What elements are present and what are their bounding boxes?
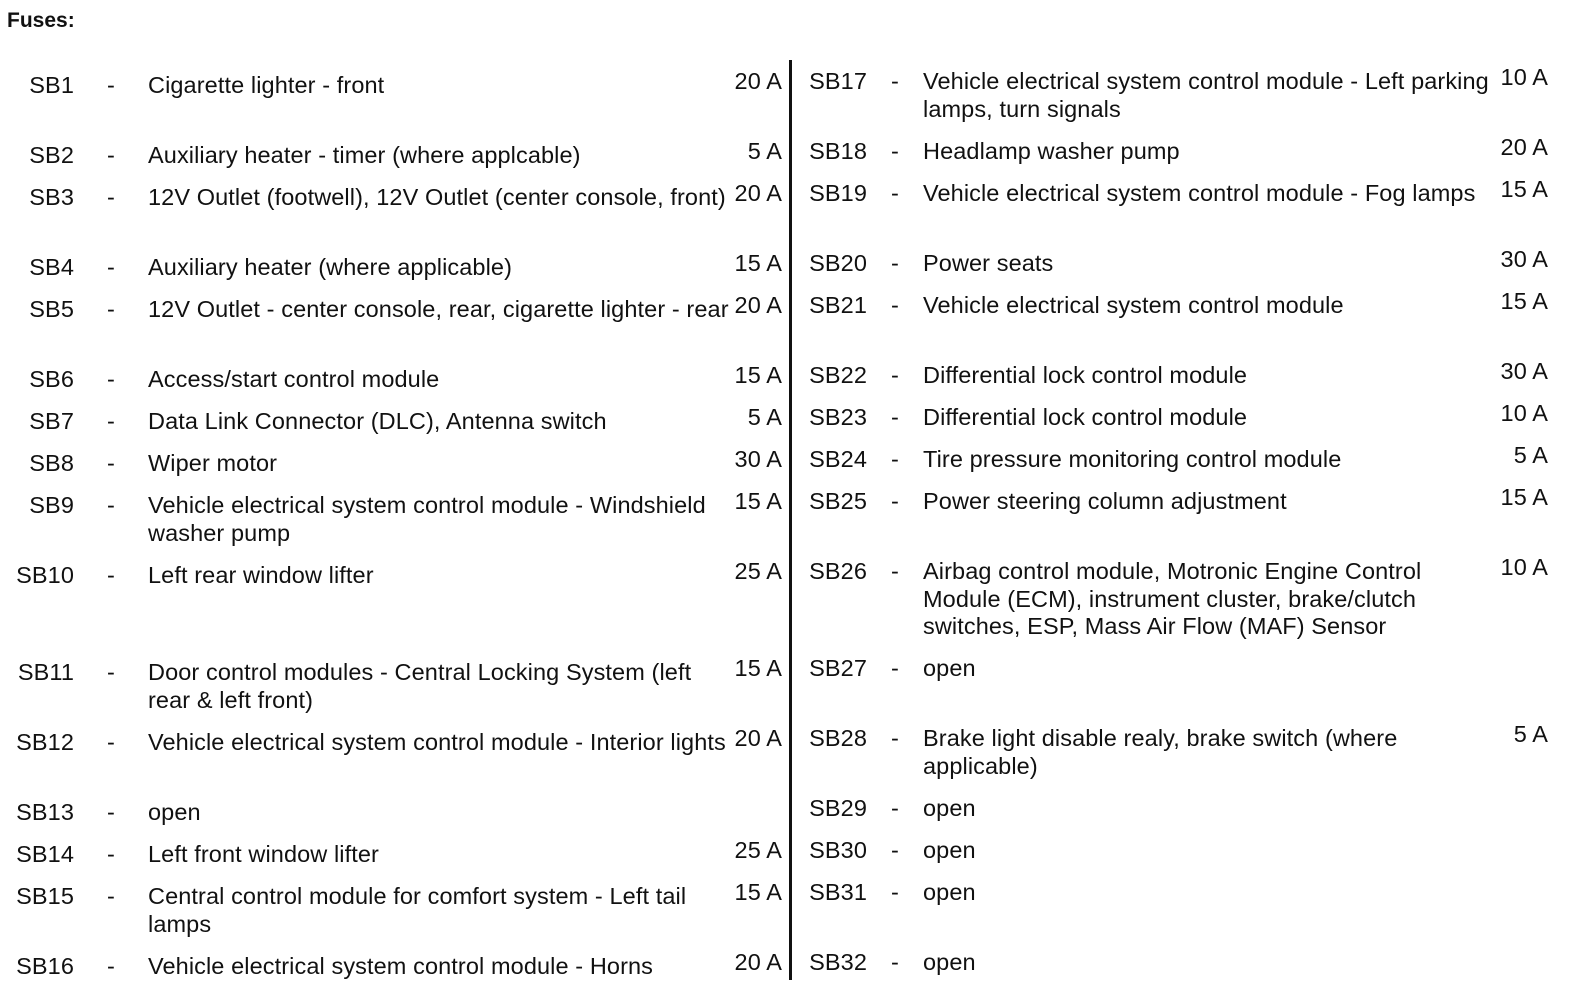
fuse-rating: 10 A (1500, 554, 1548, 580)
fuse-row-sb22 (797, 358, 1584, 390)
fuse-id: SB4 (29, 254, 74, 280)
fuse-rating: 15 A (734, 879, 782, 905)
fuse-id: SB25 (809, 488, 867, 514)
fuse-id: SB20 (809, 250, 867, 276)
fuse-description: Left rear window lifter (148, 562, 374, 588)
fuse-rating: 20 A (734, 180, 782, 206)
fuse-rating: 5 A (1513, 721, 1548, 747)
fuse-row-sb26 (797, 554, 1584, 641)
fuse-separator: - (891, 558, 899, 584)
fuse-description: Power seats (923, 250, 1054, 276)
fuse-id: SB32 (809, 949, 867, 975)
fuse-row-sb10 (0, 558, 790, 590)
fuse-separator: - (891, 725, 899, 751)
fuse-separator: - (891, 879, 899, 905)
fuse-id: SB30 (809, 837, 867, 863)
fuse-separator: - (891, 180, 899, 206)
fuse-id: SB24 (809, 446, 867, 472)
fuse-id: SB13 (16, 799, 74, 825)
fuse-description: Vehicle electrical system control module (923, 292, 1344, 318)
fuse-rating: 5 A (747, 138, 782, 164)
fuse-row-sb13 (0, 799, 790, 827)
fuse-separator: - (107, 366, 115, 392)
fuse-row-sb16 (0, 949, 790, 981)
fuse-separator: - (107, 883, 115, 909)
fuse-separator: - (107, 408, 115, 434)
fuse-rating: 5 A (1513, 442, 1548, 468)
fuse-id: SB18 (809, 138, 867, 164)
fuse-separator: - (891, 68, 899, 94)
fuse-rating: 15 A (734, 250, 782, 276)
fuse-separator: - (107, 799, 115, 825)
fuse-rating: 15 A (1500, 288, 1548, 314)
fuse-separator: - (891, 292, 899, 318)
fuse-rating: 20 A (734, 949, 782, 975)
fuse-description: Vehicle electrical system control module - Left parking lamps, turn signals (923, 68, 1489, 122)
fuse-row-sb5 (0, 292, 790, 324)
fuse-id: SB23 (809, 404, 867, 430)
fuse-separator: - (891, 837, 899, 863)
fuse-separator: - (891, 655, 899, 681)
fuse-description: Auxiliary heater (where applicable) (148, 254, 513, 280)
fuse-rating: 20 A (734, 725, 782, 751)
fuse-description: Power steering column adjustment (923, 488, 1287, 514)
fuse-row-sb18 (797, 134, 1584, 166)
fuse-rating: 25 A (734, 837, 782, 863)
fuse-row-sb2 (0, 138, 790, 170)
fuse-row-sb8 (0, 446, 790, 478)
fuse-row-sb19 (797, 176, 1584, 208)
fuse-description: Access/start control module (148, 366, 440, 392)
fuse-row-sb3 (0, 180, 790, 212)
fuse-description: Left front window lifter (148, 841, 379, 867)
fuse-id: SB9 (29, 492, 74, 518)
fuse-description: open (923, 949, 976, 975)
fuse-id: SB10 (16, 562, 74, 588)
fuse-row-sb28 (797, 721, 1584, 780)
fuse-description: Airbag control module, Motronic Engine Control Module (ECM), instrument cluster, brake/clutch switches, ESP, Mass Air Flow (MAF) Sensor (923, 558, 1422, 639)
fuse-separator: - (891, 488, 899, 514)
fuse-separator: - (107, 450, 115, 476)
fuse-row-sb32 (797, 949, 1584, 977)
fuse-rating: 15 A (734, 655, 782, 681)
fuse-description: Brake light disable realy, brake switch (where applicable) (923, 725, 1398, 779)
fuse-row-sb12 (0, 725, 790, 757)
fuse-separator: - (891, 250, 899, 276)
fuse-id: SB12 (16, 729, 74, 755)
fuse-description: Differential lock control module (923, 362, 1248, 388)
fuse-id: SB29 (809, 795, 867, 821)
fuse-description: Vehicle electrical system control module - Fog lamps (923, 180, 1476, 206)
fuse-row-sb29 (797, 795, 1584, 823)
fuse-separator: - (107, 254, 115, 280)
fuse-row-sb4 (0, 250, 790, 282)
fuse-description: Door control modules - Central Locking System (left rear & left front) (148, 659, 692, 713)
fuse-rating: 15 A (1500, 484, 1548, 510)
fuse-row-sb27 (797, 655, 1584, 683)
fuse-row-sb20 (797, 246, 1584, 278)
fuse-rating: 10 A (1500, 64, 1548, 90)
fuse-row-sb21 (797, 288, 1584, 320)
fuse-description: open (923, 879, 976, 905)
fuse-description: Vehicle electrical system control module - Interior lights (148, 729, 726, 755)
fuse-id: SB19 (809, 180, 867, 206)
fuse-row-sb17 (797, 64, 1584, 123)
page-heading: Fuses: (7, 9, 75, 32)
fuse-separator: - (107, 841, 115, 867)
fuse-description: Auxiliary heater - timer (where applcable) (148, 142, 581, 168)
fuse-rating: 25 A (734, 558, 782, 584)
fuse-rating: 10 A (1500, 400, 1548, 426)
fuse-description: Data Link Connector (DLC), Antenna switch (148, 408, 607, 434)
fuse-description: Differential lock control module (923, 404, 1248, 430)
fuse-id: SB1 (29, 72, 74, 98)
fuse-row-sb31 (797, 879, 1584, 907)
fuse-row-sb15 (0, 879, 790, 938)
fuse-description: 12V Outlet - center console, rear, cigarette lighter - rear (148, 296, 729, 322)
fuse-id: SB27 (809, 655, 867, 681)
fuse-id: SB7 (29, 408, 74, 434)
fuse-row-sb7 (0, 404, 790, 436)
fuse-rating: 30 A (1500, 358, 1548, 384)
fuse-description: Vehicle electrical system control module - Windshield washer pump (148, 492, 706, 546)
fuse-row-sb24 (797, 442, 1584, 474)
fuse-separator: - (891, 404, 899, 430)
fuse-separator: - (891, 949, 899, 975)
fuse-row-sb23 (797, 400, 1584, 432)
fuse-id: SB17 (809, 68, 867, 94)
fuse-separator: - (891, 362, 899, 388)
fuse-id: SB11 (17, 659, 74, 685)
fuse-description: Headlamp washer pump (923, 138, 1180, 164)
fuse-separator: - (107, 492, 115, 518)
fuse-row-sb1 (0, 68, 790, 100)
fuse-separator: - (891, 795, 899, 821)
fuse-description: Cigarette lighter - front (148, 72, 385, 98)
fuse-separator: - (107, 296, 115, 322)
fuse-id: SB6 (29, 366, 74, 392)
fuse-rating: 5 A (747, 404, 782, 430)
fuse-row-sb14 (0, 837, 790, 869)
fuse-row-sb30 (797, 837, 1584, 865)
fuse-id: SB8 (29, 450, 74, 476)
fuse-id: SB21 (809, 292, 867, 318)
fuse-rating: 15 A (1500, 176, 1548, 202)
fuse-id: SB31 (809, 879, 867, 905)
fuse-id: SB28 (809, 725, 867, 751)
fuse-row-sb11 (0, 655, 790, 714)
fuse-separator: - (107, 729, 115, 755)
fuse-rating: 15 A (734, 488, 782, 514)
fuse-rating: 30 A (734, 446, 782, 472)
fuse-row-sb25 (797, 484, 1584, 516)
fuse-rating: 20 A (734, 68, 782, 94)
fuse-id: SB5 (29, 296, 74, 322)
fuse-id: SB14 (16, 841, 74, 867)
fuse-row-sb9 (0, 488, 790, 547)
fuse-rating: 20 A (1500, 134, 1548, 160)
fuse-id: SB2 (29, 142, 74, 168)
fuse-separator: - (107, 953, 115, 979)
fuse-description: Wiper motor (148, 450, 278, 476)
fuse-description: open (923, 795, 976, 821)
fuse-rating: 20 A (734, 292, 782, 318)
fuse-rating: 15 A (734, 362, 782, 388)
fuse-description: open (148, 799, 201, 825)
fuse-id: SB22 (809, 362, 867, 388)
fuse-separator: - (107, 659, 115, 685)
fuse-description: open (923, 837, 976, 863)
column-divider (789, 60, 792, 980)
fuse-separator: - (107, 142, 115, 168)
fuse-description: Vehicle electrical system control module - Horns (148, 953, 654, 979)
fuse-id: SB26 (809, 558, 867, 584)
fuse-rating: 30 A (1500, 246, 1548, 272)
fuse-separator: - (891, 446, 899, 472)
fuse-description: Central control module for comfort system - Left tail lamps (148, 883, 687, 937)
fuse-description: open (923, 655, 976, 681)
fuse-description: Tire pressure monitoring control module (923, 446, 1342, 472)
fuse-separator: - (107, 72, 115, 98)
fuse-separator: - (107, 562, 115, 588)
fuse-row-sb6 (0, 362, 790, 394)
fuse-id: SB3 (29, 184, 74, 210)
fuse-id: SB16 (16, 953, 74, 979)
fuse-description: 12V Outlet (footwell), 12V Outlet (center console, front) (148, 184, 726, 210)
fuse-id: SB15 (16, 883, 74, 909)
fuse-separator: - (107, 184, 115, 210)
fuse-separator: - (891, 138, 899, 164)
